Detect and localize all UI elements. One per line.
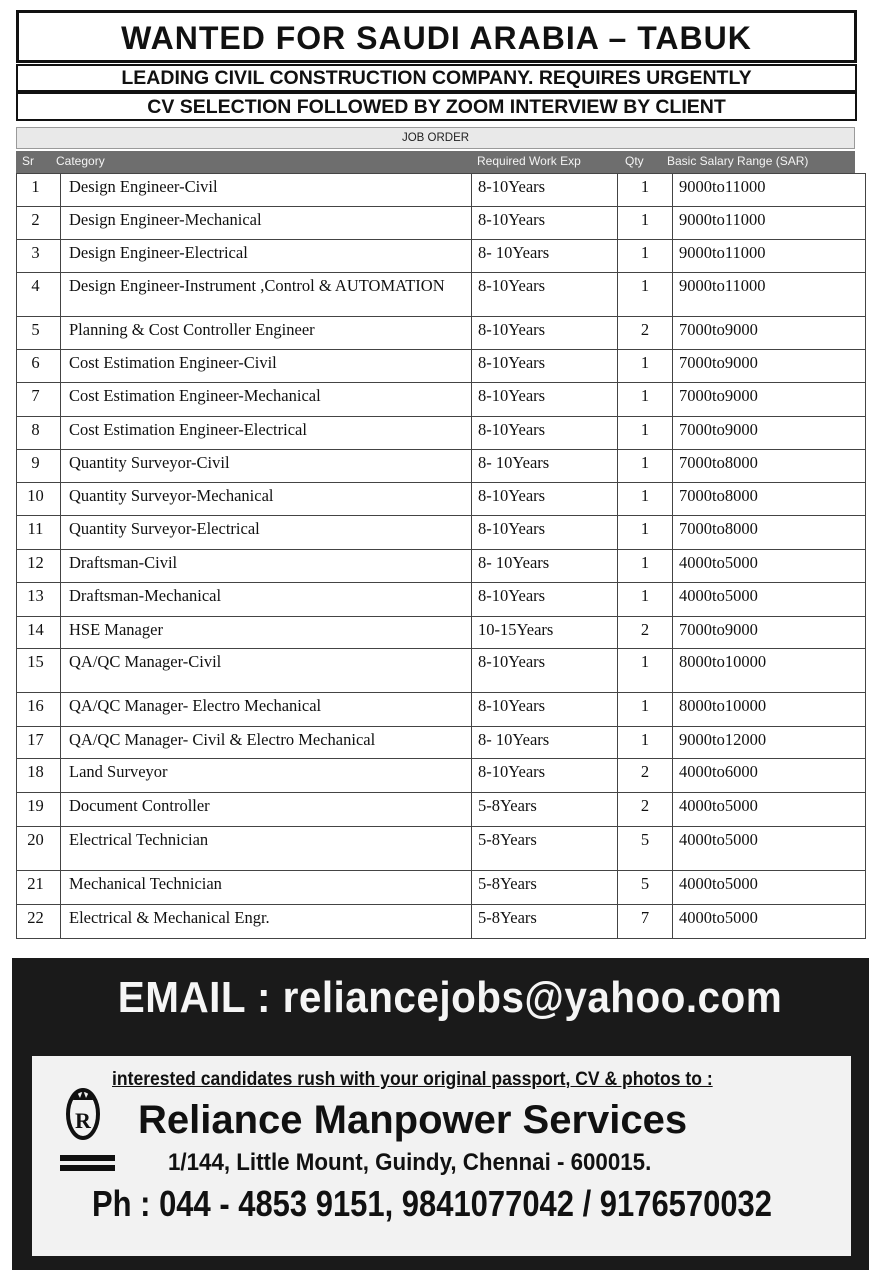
salary-cell: 9000to11000 [673,273,866,317]
table-row [17,759,866,793]
qty-cell: 1 [618,383,673,417]
salary-cell: 4000to5000 [673,583,866,617]
salary-cell: 9000to11000 [673,174,866,207]
col-header-qty: Qty [625,154,644,168]
col-header-category: Category [56,154,105,168]
subtitle-requirement: LEADING CIVIL CONSTRUCTION COMPANY. REQUIRES URGENTLY [16,64,857,92]
table-row [17,550,866,583]
sr-cell: 22 [17,905,61,939]
sr-cell: 17 [17,727,61,759]
reliance-logo-icon [60,1082,118,1182]
table-column-headers [16,151,855,173]
table-row [17,417,866,450]
category-cell: HSE Manager [61,617,472,649]
qty-cell: 1 [618,727,673,759]
qty-cell: 2 [618,317,673,350]
category-cell: Design Engineer-Mechanical [61,207,472,240]
experience-cell: 8-10Years [472,583,618,617]
qty-cell: 5 [618,871,673,905]
experience-cell: 8-10Years [472,516,618,550]
sr-cell: 16 [17,693,61,727]
table-row [17,649,866,693]
experience-cell: 8-10Years [472,483,618,516]
category-cell: Mechanical Technician [61,871,472,905]
table-row [17,350,866,383]
salary-cell: 4000to5000 [673,905,866,939]
qty-cell: 2 [618,617,673,649]
salary-cell: 7000to9000 [673,617,866,649]
qty-cell: 1 [618,483,673,516]
subtitle-selection: CV SELECTION FOLLOWED BY ZOOM INTERVIEW BY CLIENT [16,92,857,121]
qty-cell: 1 [618,649,673,693]
category-cell: Design Engineer-Civil [61,174,472,207]
sr-cell: 3 [17,240,61,273]
sr-cell: 1 [17,174,61,207]
sr-cell: 7 [17,383,61,417]
experience-cell: 8-10Years [472,383,618,417]
table-row [17,450,866,483]
category-cell: Electrical & Mechanical Engr. [61,905,472,939]
table-row [17,483,866,516]
company-name: Reliance Manpower Services [138,1098,688,1142]
experience-cell: 5-8Years [472,827,618,871]
sr-cell: 15 [17,649,61,693]
table-row [17,317,866,350]
table-row [17,793,866,827]
salary-cell: 7000to8000 [673,450,866,483]
category-cell: Draftsman-Civil [61,550,472,583]
sr-cell: 5 [17,317,61,350]
sr-cell: 13 [17,583,61,617]
salary-cell: 8000to10000 [673,693,866,727]
category-cell: Land Surveyor [61,759,472,793]
sr-cell: 14 [17,617,61,649]
phone-numbers: Ph : 044 - 4853 9151, 9841077042 / 9176570032 [92,1183,772,1224]
qty-cell: 1 [618,417,673,450]
col-header-experience: Required Work Exp [477,154,581,168]
table-row [17,905,866,939]
qty-cell: 1 [618,450,673,483]
salary-cell: 9000to12000 [673,727,866,759]
salary-cell: 7000to8000 [673,483,866,516]
qty-cell: 1 [618,693,673,727]
qty-cell: 2 [618,759,673,793]
sr-cell: 8 [17,417,61,450]
qty-cell: 1 [618,273,673,317]
sr-cell: 11 [17,516,61,550]
table-row [17,827,866,871]
job-order-heading: JOB ORDER [16,127,855,149]
qty-cell: 7 [618,905,673,939]
experience-cell: 8-10Years [472,759,618,793]
sr-cell: 2 [17,207,61,240]
sr-cell: 19 [17,793,61,827]
category-cell: QA/QC Manager- Electro Mechanical [61,693,472,727]
salary-cell: 7000to9000 [673,350,866,383]
salary-cell: 9000to11000 [673,240,866,273]
salary-cell: 7000to9000 [673,383,866,417]
col-header-sr: Sr [22,154,34,168]
table-row [17,583,866,617]
sr-cell: 9 [17,450,61,483]
qty-cell: 5 [618,827,673,871]
sr-cell: 12 [17,550,61,583]
experience-cell: 8-10Years [472,174,618,207]
category-cell: Draftsman-Mechanical [61,583,472,617]
qty-cell: 1 [618,174,673,207]
category-cell: Design Engineer-Instrument ,Control & AUTOMATION [61,273,472,317]
qty-cell: 1 [618,240,673,273]
salary-cell: 9000to11000 [673,207,866,240]
salary-cell: 7000to8000 [673,516,866,550]
experience-cell: 10-15Years [472,617,618,649]
experience-cell: 8-10Years [472,693,618,727]
sr-cell: 18 [17,759,61,793]
email-address: EMAIL : reliancejobs@yahoo.com [117,973,783,1022]
experience-cell: 8-10Years [472,649,618,693]
salary-cell: 4000to6000 [673,759,866,793]
qty-cell: 1 [618,550,673,583]
page-title: WANTED FOR SAUDI ARABIA – TABUK [16,10,857,63]
experience-cell: 8- 10Years [472,727,618,759]
category-cell: Cost Estimation Engineer-Mechanical [61,383,472,417]
salary-cell: 4000to5000 [673,793,866,827]
logo-letter: R [75,1108,91,1133]
table-row [17,240,866,273]
table-row [17,617,866,649]
category-cell: QA/QC Manager- Civil & Electro Mechanical [61,727,472,759]
category-cell: Quantity Surveyor-Mechanical [61,483,472,516]
category-cell: Quantity Surveyor-Electrical [61,516,472,550]
experience-cell: 8- 10Years [472,450,618,483]
sr-cell: 10 [17,483,61,516]
experience-cell: 5-8Years [472,905,618,939]
company-address: 1/144, Little Mount, Guindy, Chennai - 600015. [168,1149,652,1176]
qty-cell: 1 [618,350,673,383]
qty-cell: 2 [618,793,673,827]
salary-cell: 8000to10000 [673,649,866,693]
table-row [17,174,866,207]
experience-cell: 8-10Years [472,417,618,450]
experience-cell: 8-10Years [472,350,618,383]
experience-cell: 8- 10Years [472,550,618,583]
table-row [17,383,866,417]
salary-cell: 7000to9000 [673,417,866,450]
table-row [17,871,866,905]
table-row [17,727,866,759]
instruction-text: interested candidates rush with your original passport, CV & photos to : [112,1068,713,1090]
table-row [17,693,866,727]
job-order-table [16,173,866,939]
category-cell: Cost Estimation Engineer-Civil [61,350,472,383]
table-row [17,273,866,317]
table-row [17,516,866,550]
category-cell: Planning & Cost Controller Engineer [61,317,472,350]
experience-cell: 8- 10Years [472,240,618,273]
qty-cell: 1 [618,583,673,617]
salary-cell: 4000to5000 [673,550,866,583]
salary-cell: 7000to9000 [673,317,866,350]
category-cell: Electrical Technician [61,827,472,871]
sr-cell: 20 [17,827,61,871]
qty-cell: 1 [618,207,673,240]
experience-cell: 8-10Years [472,207,618,240]
salary-cell: 4000to5000 [673,871,866,905]
category-cell: Document Controller [61,793,472,827]
category-cell: Design Engineer-Electrical [61,240,472,273]
salary-cell: 4000to5000 [673,827,866,871]
category-cell: Cost Estimation Engineer-Electrical [61,417,472,450]
experience-cell: 5-8Years [472,793,618,827]
sr-cell: 6 [17,350,61,383]
col-header-salary: Basic Salary Range (SAR) [667,154,809,168]
experience-cell: 8-10Years [472,273,618,317]
category-cell: QA/QC Manager-Civil [61,649,472,693]
experience-cell: 8-10Years [472,317,618,350]
experience-cell: 5-8Years [472,871,618,905]
category-cell: Quantity Surveyor-Civil [61,450,472,483]
sr-cell: 21 [17,871,61,905]
sr-cell: 4 [17,273,61,317]
qty-cell: 1 [618,516,673,550]
table-row [17,207,866,240]
